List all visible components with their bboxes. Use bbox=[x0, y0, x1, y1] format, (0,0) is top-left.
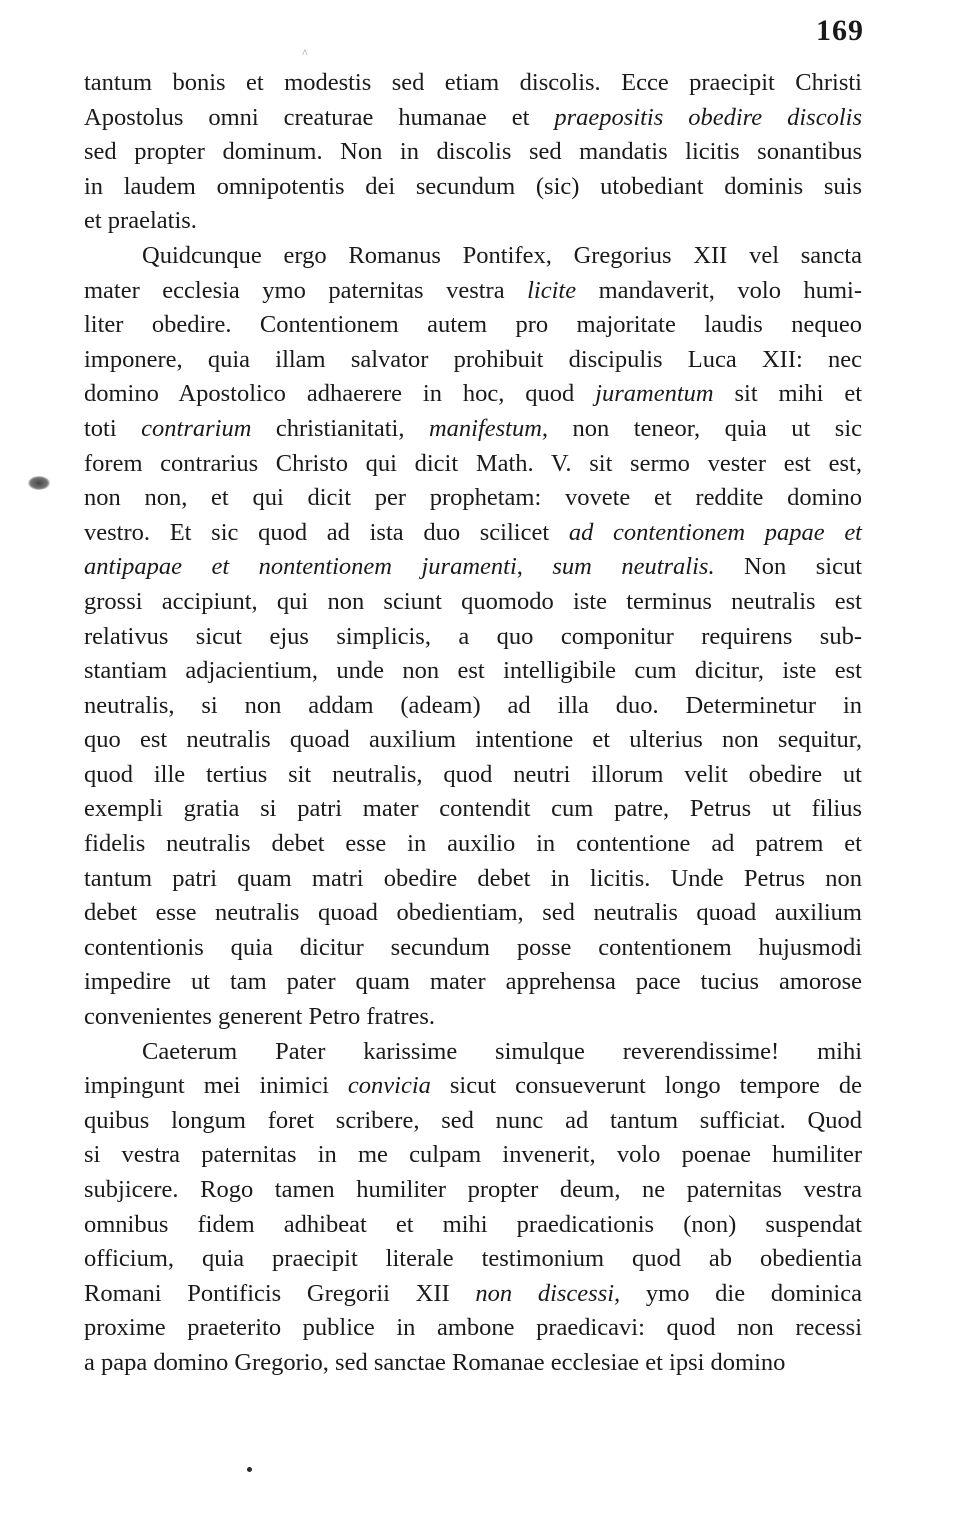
text-line bbox=[84, 274, 862, 309]
text-line bbox=[84, 862, 862, 897]
text-run: vestro. Et sic quod ad ista duo scilicet bbox=[84, 518, 569, 546]
text-line bbox=[84, 550, 862, 585]
text-run: christianitati, bbox=[251, 414, 429, 442]
text-run: convenientes generent Petro fratres. bbox=[84, 1003, 436, 1031]
text-run: quo est neutralis quoad auxilium intentione et ulterius non sequitur, bbox=[84, 726, 862, 754]
text-run: fidelis neutralis debet esse in auxilio in contentione ad patrem et bbox=[84, 830, 862, 858]
text-run: Apostolus omni creaturae humanae et bbox=[84, 103, 555, 131]
text-run: et praelatis. bbox=[84, 207, 197, 235]
text-line bbox=[84, 1104, 862, 1139]
text-run: relativus sicut ejus simplicis, a quo componitur requirens sub- bbox=[84, 622, 862, 650]
text-run: sed propter dominum. Non in discolis sed mandatis licitis sonantibus bbox=[84, 138, 862, 166]
text-run: ymo die dominica bbox=[620, 1279, 862, 1307]
text-run: Romani Pontificis Gregorii XII bbox=[84, 1279, 476, 1307]
text-line bbox=[84, 792, 862, 827]
text-run: , bbox=[516, 553, 553, 581]
italic-phrase: contrarium bbox=[141, 414, 252, 442]
text-run: quibus longum foret scribere, sed nunc ad tantum sufficiat. Quod bbox=[84, 1106, 862, 1134]
text-run: Caeterum Pater karissime simulque reverendissime! mihi bbox=[142, 1037, 862, 1065]
text-run: tantum patri quam matri obedire debet in licitis. Unde Petrus non bbox=[84, 864, 862, 892]
text-run: in laudem omnipotentis dei secundum (sic) utobediant dominis suis bbox=[84, 172, 862, 200]
page-number: 169 bbox=[816, 14, 864, 47]
text-run: liter obedire. Contentionem autem pro majoritate laudis nequeo bbox=[84, 311, 862, 339]
text-line bbox=[84, 1000, 862, 1035]
text-line bbox=[84, 827, 862, 862]
text-line bbox=[84, 1138, 862, 1173]
text-line bbox=[84, 239, 862, 274]
text-run: sicut consueverunt longo tempore de bbox=[430, 1072, 862, 1100]
text-run: impedire ut tam pater quam mater apprehensa pace tucius amorose bbox=[84, 968, 862, 996]
ink-dot bbox=[247, 1467, 252, 1472]
text-line bbox=[84, 412, 862, 447]
text-line bbox=[84, 516, 862, 551]
text-line bbox=[84, 654, 862, 689]
text-line bbox=[84, 308, 862, 343]
text-line bbox=[84, 170, 862, 205]
italic-phrase: ad contentionem papae et bbox=[568, 518, 862, 546]
italic-phrase: convicia bbox=[347, 1072, 431, 1100]
text-run: exempli gratia si patri mater contendit cum patre, Petrus ut filius bbox=[84, 795, 862, 823]
body-text bbox=[84, 66, 862, 1381]
text-run: subjicere. Rogo tamen humiliter propter deum, ne paternitas vestra bbox=[84, 1176, 862, 1203]
text-line bbox=[84, 931, 862, 966]
text-line bbox=[84, 723, 862, 758]
text-run: officium, quia praecipit literale testimonium quod ab obedientia bbox=[84, 1245, 862, 1273]
text-line bbox=[84, 135, 862, 170]
text-line bbox=[84, 447, 862, 482]
text-line bbox=[84, 1346, 862, 1381]
text-line bbox=[84, 1242, 862, 1277]
text-line bbox=[84, 1035, 862, 1070]
text-line bbox=[84, 758, 862, 793]
text-line bbox=[84, 1069, 862, 1104]
text-run: forem contrarius Christo qui dicit Math. V. sit sermo vester est est, bbox=[84, 449, 862, 477]
text-run: non non, et qui dicit per prophetam: vovete et reddite domino bbox=[84, 484, 862, 512]
text-line bbox=[84, 1173, 862, 1208]
text-line bbox=[84, 620, 862, 655]
italic-phrase: licite bbox=[527, 276, 577, 304]
text-run: Quidcunque ergo Romanus Pontifex, Gregorius XII vel sancta bbox=[142, 241, 862, 269]
text-run: proxime praeterito publice in ambone praedicavi: quod non recessi bbox=[84, 1314, 862, 1342]
text-line bbox=[84, 896, 862, 931]
text-run: domino Apostolico adhaerere in hoc, quod bbox=[84, 380, 596, 408]
text-line bbox=[84, 204, 862, 239]
text-run: tantum bonis et modestis sed etiam discolis. Ecce praecipit Christi bbox=[84, 69, 862, 96]
text-line bbox=[84, 689, 862, 724]
text-line bbox=[84, 1208, 862, 1243]
text-run: omnibus fidem adhibeat et mihi praedicationis (non) suspendat bbox=[84, 1210, 862, 1238]
text-run: non teneor, quia ut sic bbox=[548, 414, 863, 442]
text-line bbox=[84, 481, 862, 516]
text-line bbox=[84, 377, 862, 412]
text-run: imponere, quia illam salvator prohibuit discipulis Luca XII: nec bbox=[84, 345, 862, 373]
text-run: toti bbox=[84, 414, 142, 442]
text-line bbox=[84, 66, 862, 101]
italic-phrase: non discessi, bbox=[475, 1279, 621, 1307]
text-run: Non sicut bbox=[714, 553, 863, 581]
text-run: mater ecclesia ymo paternitas vestra bbox=[84, 276, 528, 304]
text-run: stantiam adjacientium, unde non est intelligibile cum dicitur, iste est bbox=[84, 657, 862, 685]
text-line bbox=[84, 965, 862, 1000]
italic-phrase: juramentum bbox=[595, 380, 714, 408]
text-run: contentionis quia dicitur secundum posse contentionem hujusmodi bbox=[84, 933, 862, 961]
text-run: a papa domino Gregorio, sed sanctae Romanae ecclesiae et ipsi domino bbox=[84, 1348, 786, 1376]
text-run: si vestra paternitas in me culpam invenerit, volo poenae humiliter bbox=[84, 1141, 862, 1169]
text-line bbox=[84, 101, 862, 136]
text-line bbox=[84, 343, 862, 378]
text-line bbox=[84, 1311, 862, 1346]
text-run: debet esse neutralis quoad obedientiam, sed neutralis quoad auxilium bbox=[84, 899, 862, 927]
italic-phrase: manifestum, bbox=[428, 414, 549, 442]
text-run: sit mihi et bbox=[713, 380, 863, 408]
text-run: neutralis, si non addam (adeam) ad illa duo. Determinetur in bbox=[84, 691, 862, 719]
italic-phrase: antipapae et nontentionem juramenti bbox=[84, 553, 517, 581]
text-run: impingunt mei inimici bbox=[84, 1072, 348, 1100]
text-run: mandaverit, volo humi- bbox=[576, 276, 862, 304]
italic-phrase: sum neutralis. bbox=[552, 553, 715, 581]
text-line bbox=[84, 1277, 862, 1312]
print-speck: ^ bbox=[302, 46, 308, 60]
ink-blot bbox=[28, 476, 50, 490]
text-run: quod ille tertius sit neutralis, quod neutri illorum velit obedire ut bbox=[84, 760, 862, 788]
text-run: grossi accipiunt, qui non sciunt quomodo iste terminus neutralis est bbox=[84, 587, 862, 615]
italic-phrase: praepositis obedire discolis bbox=[554, 103, 862, 131]
text-line bbox=[84, 585, 862, 620]
